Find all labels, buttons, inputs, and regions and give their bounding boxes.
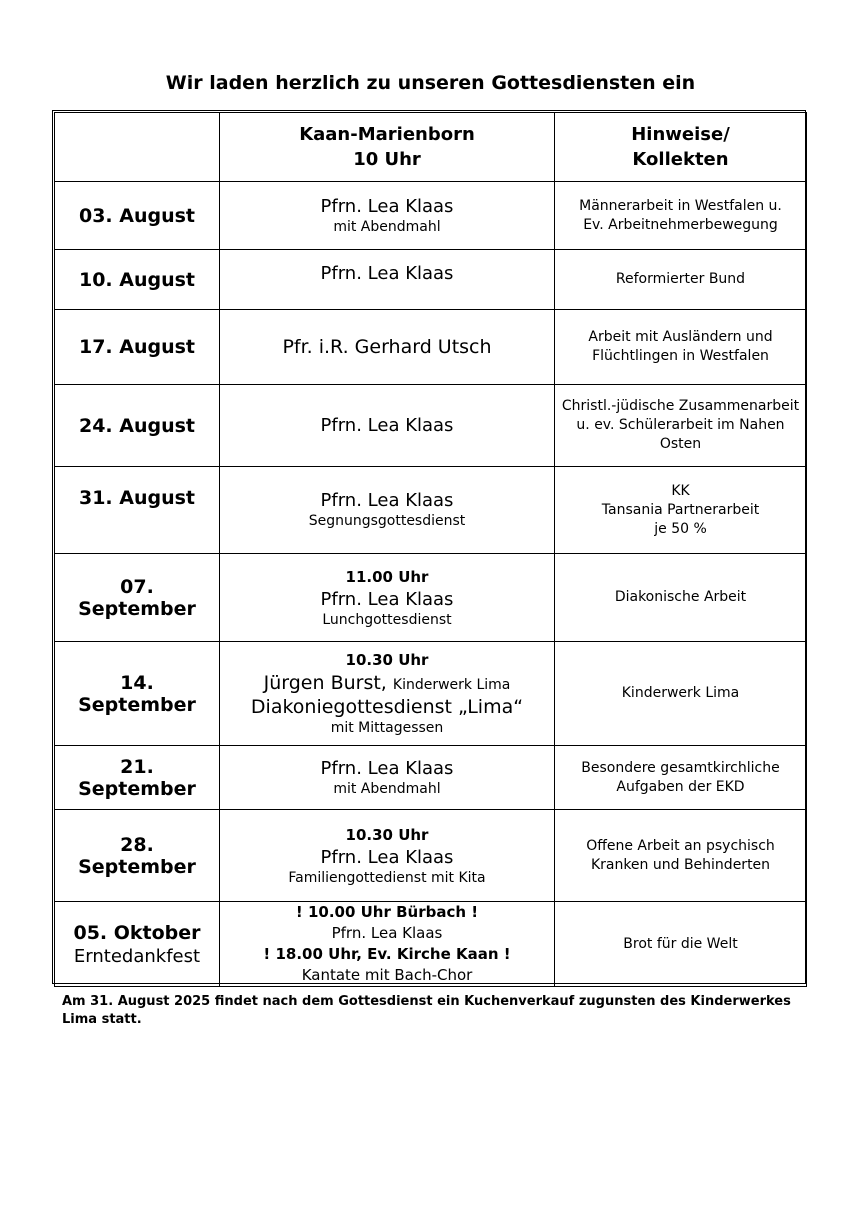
service-date: 21. September [55,746,220,810]
note-cell [555,554,807,642]
pastor-name: Pfrn. Lea Klaas [320,263,454,284]
service-detail: Familiengottedienst mit Kita [288,869,486,886]
note-line: Arbeit mit Ausländern und [588,329,773,345]
service-cell [220,554,555,642]
service-detail: Kantate mit Bach-Chor [301,966,473,984]
pastor-name: Pfr. i.R. Gerhard Utsch [282,336,492,358]
pastor-name: Pfrn. Lea Klaas [331,924,443,942]
note-line: Tansania Partnerarbeit [601,501,760,518]
note-line: Offene Arbeit an psychisch [586,837,775,854]
service-time: ! 18.00 Uhr, Ev. Kirche Kaan ! [263,945,511,963]
service-cell [220,310,555,385]
table-row [55,182,807,250]
service-date: 17. August [55,310,220,385]
note-line: je 50 % [654,520,707,537]
header-cell-date [55,113,220,182]
service-date: 07. September [55,554,220,642]
pastor-name: Pfrn. Lea Klaas [320,588,454,610]
note-line: Reformierter Bund [615,271,746,287]
header-collections: Kollekten [632,149,729,170]
service-time: 10.30 Uhr [345,825,429,844]
note-line: Kranken und Behinderten [590,856,771,873]
service-title: Diakoniegottesdienst „Lima“ [250,696,524,718]
note-line: KK [671,482,690,499]
note-line: Diakonische Arbeit [614,589,747,605]
service-occasion: Erntedankfest [73,945,201,967]
service-date: 31. August [55,467,220,554]
table-row [55,310,807,385]
note-line: Brot für die Welt [623,935,738,952]
pastor-line [224,671,550,695]
pastor-name: Pfrn. Lea Klaas [320,195,454,217]
service-date: 24. August [55,385,220,467]
pastor-name: Pfrn. Lea Klaas [320,846,454,868]
service-date: 14. September [55,642,220,746]
note-cell [555,902,807,987]
page-title: Wir laden herzlich zu unseren Gottesdiensten ein [165,72,696,94]
note-line: Männerarbeit in Westfalen u. [579,197,782,214]
table-row [55,642,807,746]
service-cell [220,385,555,467]
service-cell [220,642,555,746]
note-cell [555,642,807,746]
service-cell [220,810,555,902]
service-date: 03. August [55,182,220,250]
footnote: Am 31. August 2025 findet nach dem Gottesdienst ein Kuchenverkauf zugunsten des Kinderwerkes Lima statt. [62,994,791,1027]
service-detail: Segnungsgottesdienst [308,513,466,529]
table-row [55,746,807,810]
table-row [55,810,807,902]
note-line: Aufgaben der EKD [616,778,745,795]
note-cell [555,385,807,467]
service-time: ! 10.00 Uhr Bürbach ! [295,903,479,921]
note-line: u. ev. Schülerarbeit im Nahen [576,417,785,433]
service-date: 28. September [55,810,220,902]
service-detail: mit Abendmahl [333,780,441,797]
service-date-cell [55,902,220,987]
service-time: 11.00 Uhr [345,567,429,586]
table-row [55,250,807,310]
note-line: Osten [659,436,702,452]
header-notes: Hinweise/ [631,124,730,145]
note-cell [555,746,807,810]
service-detail: mit Abendmahl [333,218,441,235]
service-date: 10. August [55,250,220,310]
header-cell-notes [555,113,807,182]
table-row [55,385,807,467]
table-row [55,902,807,987]
service-cell [220,467,555,554]
note-cell [555,310,807,385]
header-cell-location [220,113,555,182]
pastor-organisation: Kinderwerk Lima [392,677,511,693]
header-location: Kaan-Marienborn [299,124,475,145]
pastor-name: Pfrn. Lea Klaas [320,415,454,436]
note-cell [555,182,807,250]
service-date: 05. Oktober [73,921,201,944]
note-line: Christl.-jüdische Zusammenarbeit [561,398,800,414]
note-cell [555,467,807,554]
table-header-row [55,113,807,182]
service-cell [220,902,555,987]
table-row [55,554,807,642]
service-cell [220,746,555,810]
note-line: Flüchtlingen in Westfalen [592,348,769,364]
note-line: Kinderwerk Lima [621,685,740,701]
pastor-name: Pfrn. Lea Klaas [320,757,454,779]
service-detail: Lunchgottesdienst [322,611,452,628]
service-time: 10.30 Uhr [345,651,429,669]
note-line: Ev. Arbeitnehmerbewegung [583,216,778,233]
service-detail: mit Mittagessen [330,720,444,736]
pastor-name: Pfrn. Lea Klaas [320,490,454,511]
service-cell [220,250,555,310]
service-schedule-table [54,112,807,987]
note-cell [555,810,807,902]
service-cell [220,182,555,250]
note-cell [555,250,807,310]
pastor-name: Jürgen Burst, [263,672,387,694]
header-time: 10 Uhr [353,149,421,170]
table-row [55,467,807,554]
note-line: Besondere gesamtkirchliche [581,759,780,776]
